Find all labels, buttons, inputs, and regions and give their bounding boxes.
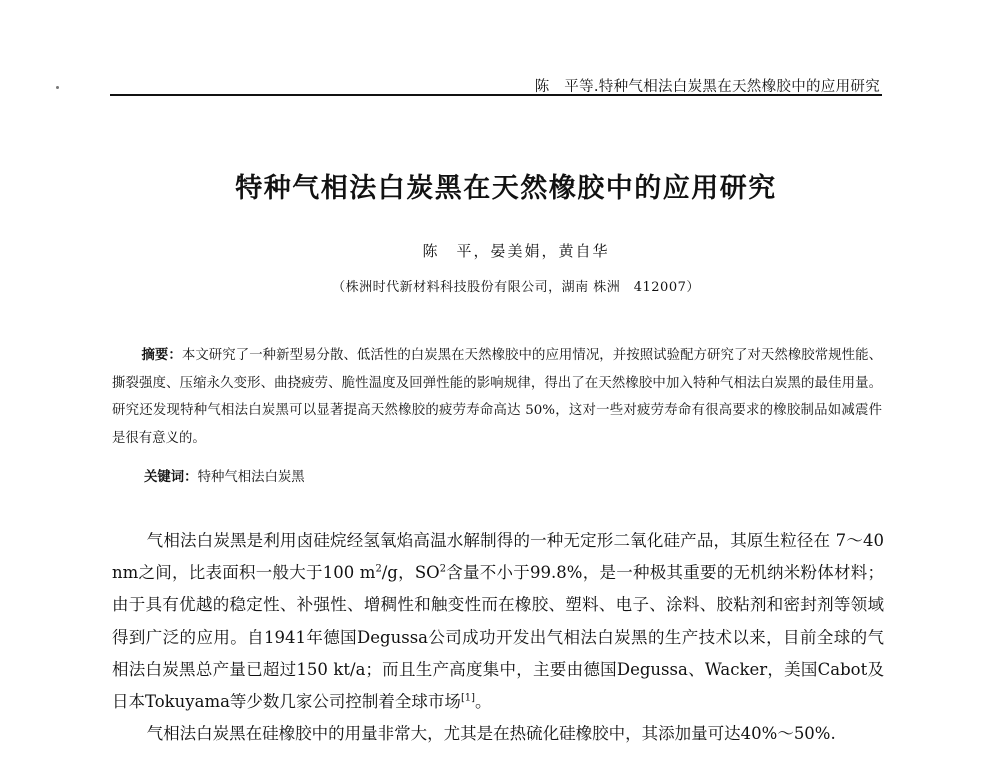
abstract <box>112 342 882 452</box>
running-header-text: 陈 平等.特种气相法白炭黑在天然橡胶中的应用研究 <box>534 79 880 95</box>
body-paragraph-1 <box>112 525 884 718</box>
abstract-text: 本文研究了一种新型易分散、低活性的白炭黑在天然橡胶中的应用情况，并按照试验配方研究了对天然橡胶常规性能、撕裂强度、压缩永久变形、曲挠疲劳、脆性温度及回弹性能的影响规律，得出了在天然橡胶中加入特种气相法白炭黑的最佳用量。研究还发现特种气相法白炭黑可以显著提高天然橡胶的疲劳寿命高达 50%，这对一些对疲劳寿命有很高要求的橡胶制品如减震件是很有意义的。 <box>112 348 883 446</box>
body-p1-part-b: /g，SO <box>381 563 440 583</box>
keywords-label: 关键词： <box>144 470 198 485</box>
affiliation: （株洲时代新材料科技股份有限公司，湖南 株洲 412007） <box>332 280 700 295</box>
body-p1-sup-2: 2 <box>439 563 447 575</box>
body-p1-part-c: 含量不小于99.8%，是一种极其重要的无机纳米粉体材料；由于具有优越的稳定性、补强性、增稠性和触变性而在橡胶、塑料、电子、涂料、胶粘剂和密封剂等领域得到广泛的应用。自1941年德国Degussa公司成功开发出气相法白炭黑的生产技术以来，目前全球的气相法白炭黑总产量已超过150 kt/a；而且生产高度集中，主要由德国Degussa、Wacker，美国Cabot及日本Tokuyama等少数几家公司控制着全球市场 <box>112 563 884 712</box>
citation-ref: [1] <box>460 692 475 704</box>
body-p1-part-a: 气相法白炭黑是利用卤硅烷经氢氧焰高温水解制得的一种无定形二氧化硅产品，其原生粒径在 7～40 nm之间，比表面积一般大于100 m <box>112 531 884 583</box>
running-header <box>110 62 882 96</box>
body-p1-sup-1: 2 <box>375 563 382 575</box>
authors: 陈 平，晏美娟，黄自华 <box>422 242 610 260</box>
body-p1-end: 。 <box>474 692 492 712</box>
abstract-label: 摘要： <box>141 348 182 363</box>
keywords <box>144 466 305 485</box>
paper-title: 特种气相法白炭黑在天然橡胶中的应用研究 <box>235 173 777 204</box>
keywords-text: 特种气相法白炭黑 <box>197 470 305 485</box>
body-paragraph-2: 气相法白炭黑在硅橡胶中的用量非常大，尤其是在热硫化硅橡胶中，其添加量可达40%～50%. <box>146 724 836 743</box>
scan-speck <box>56 86 59 89</box>
